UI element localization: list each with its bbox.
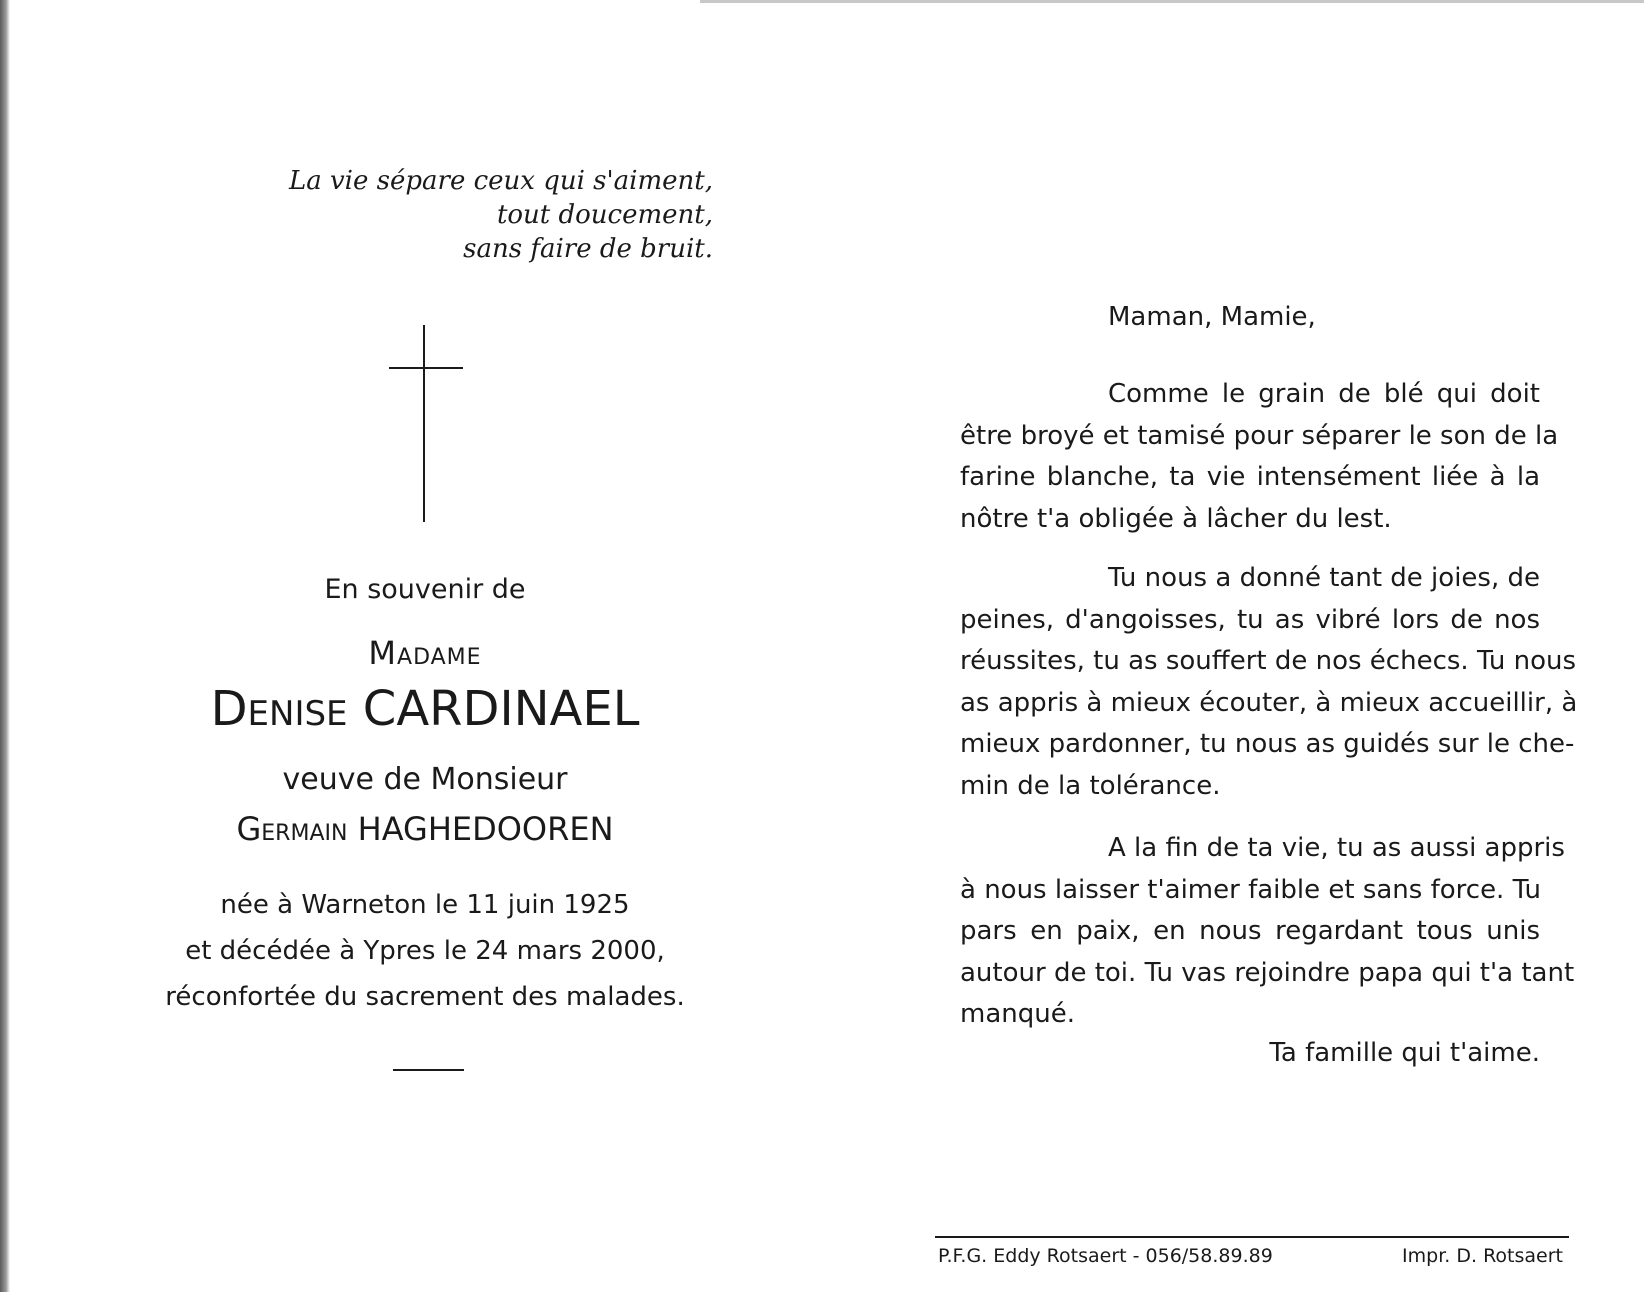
husband-last-name: HAGHEDOOREN	[357, 810, 614, 848]
paragraph-line: nôtre t'a obligée à lâcher du lest.	[960, 503, 1392, 534]
paragraph-line: as appris à mieux écouter, à mieux accueillir, à	[960, 687, 1578, 718]
paragraph-line: réussites, tu as souffert de nos échecs. Tu nous	[960, 646, 1577, 676]
epigraph	[289, 164, 713, 266]
epigraph-line: La vie sépare ceux qui s'aiment,	[288, 166, 713, 196]
paragraph-line: à nous laisser t'aimer faible et sans force. Tu	[960, 874, 1542, 905]
letter-paragraph	[960, 828, 1575, 1036]
deceased-last-name: CARDINAEL	[362, 681, 640, 737]
deceased-name	[140, 678, 710, 740]
printer-credit: Impr. D. Rotsaert	[1402, 1245, 1563, 1267]
paragraph-line: autour de toi. Tu vas rejoindre papa qui t'a tant	[960, 957, 1575, 988]
memorial-intro: En souvenir de	[324, 574, 526, 605]
divider	[393, 1069, 464, 1071]
epigraph-line: tout doucement,	[496, 200, 713, 230]
paragraph-line: farine blanche, ta vie intensément liée à la	[960, 462, 1540, 492]
sacrament-line: réconfortée du sacrement des malades.	[165, 982, 685, 1012]
paragraph-line: Comme le grain de blé qui doit	[1108, 379, 1540, 409]
life-dates	[140, 882, 710, 1020]
paragraph-line: être broyé et tamisé pour séparer le son de la	[960, 420, 1559, 451]
husband-name	[140, 810, 710, 848]
paragraph-line: manqué.	[960, 999, 1075, 1029]
scan-top-edge	[700, 0, 1644, 3]
letter-paragraph	[960, 374, 1559, 540]
paragraph-line: pars en paix, en nous regardant tous unis	[960, 916, 1540, 946]
paragraph-line: min de la tolérance.	[960, 770, 1221, 801]
letter-paragraph	[960, 558, 1578, 807]
paragraph-line: A la fin de ta vie, tu as aussi appris	[1108, 833, 1565, 863]
paragraph-line: mieux pardonner, tu nous as guidés sur le che-	[960, 729, 1575, 759]
scan-shadow-edge	[0, 0, 10, 1292]
deceased-first-name: Denise	[210, 681, 348, 737]
footer-divider	[935, 1236, 1569, 1238]
epigraph-line: sans faire de bruit.	[463, 234, 713, 264]
death-line: et décédée à Ypres le 24 mars 2000,	[185, 936, 665, 966]
paragraph-line: Tu nous a donné tant de joies, de	[1108, 563, 1540, 593]
salutation: Maman, Mamie,	[1108, 302, 1316, 332]
birth-line: née à Warneton le 11 juin 1925	[220, 890, 630, 920]
funeral-home-credit: P.F.G. Eddy Rotsaert - 056/58.89.89	[938, 1245, 1273, 1267]
paragraph-line: peines, d'angoisses, tu as vibré lors de nos	[960, 604, 1540, 635]
signature: Ta famille qui t'aime.	[1269, 1038, 1540, 1068]
widow-of: veuve de Monsieur	[282, 762, 568, 797]
husband-first-name: Germain	[236, 810, 348, 848]
honorific: Madame	[368, 634, 482, 672]
